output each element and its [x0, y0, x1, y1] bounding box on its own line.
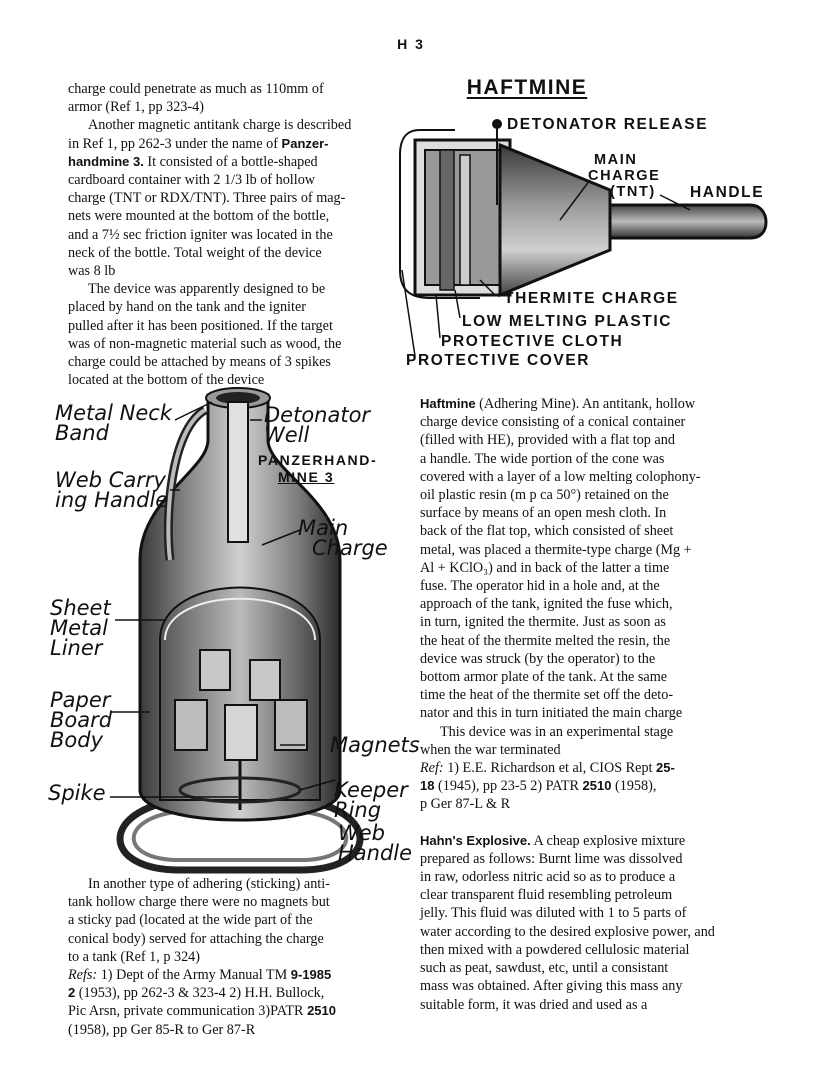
- text-line: time the heat of the thermite set off the deto-: [420, 687, 674, 704]
- text-line: tank hollow charge there were no magnets but: [68, 894, 330, 911]
- text-line: the heat of the thermite melted the resin, the: [420, 632, 671, 649]
- text-line: conical body) served for attaching the charge: [68, 930, 324, 947]
- keeper-ring-label: Keeper Ring: [334, 778, 408, 822]
- text-line: and a 7½ sec friction igniter was located in the: [68, 226, 333, 243]
- text-line: when the war terminated: [420, 741, 561, 758]
- right-column-text: [420, 395, 765, 1014]
- text-line: a handle. The wide portion of the cone was: [420, 450, 665, 467]
- text-line: armor (Ref 1, pp 323-4): [68, 99, 204, 116]
- text-line: Ref: 1) E.E. Richardson et al, CIOS Rept 25-: [420, 760, 675, 777]
- text-line: (filled with HE), provided with a flat top and: [420, 432, 675, 449]
- text-line: Refs: 1) Dept of the Army Manual TM 9-1985: [68, 967, 332, 984]
- text-line: nator and this in turn initiated the main charge: [420, 705, 683, 722]
- text-line: was 8 lb: [68, 263, 116, 280]
- text-line: was of non-magnetic material such as wood, the: [68, 335, 342, 352]
- text-line: Hahn's Explosive. A cheap explosive mixture: [420, 832, 686, 849]
- web-handle-label: Web Handle: [338, 821, 413, 865]
- sheet-metal-liner-label: Sheet Metal Liner: [50, 596, 111, 660]
- text-line: such as peat, sawdust, etc, until a consistant: [420, 960, 669, 977]
- haftmine-title: HAFTMINE: [466, 76, 588, 99]
- text-line: surface by means of an open mesh cloth. In: [420, 505, 667, 522]
- text-line: metal, was placed a thermite-type charge (Mg +: [420, 541, 692, 558]
- text-line: neck of the bottle. Total weight of the device: [68, 244, 322, 261]
- text-line: back of the flat top, which consisted of sheet: [420, 523, 674, 540]
- main-charge-tnt-label: MAIN CHARGE (TNT): [588, 152, 661, 200]
- web-carrying-handle-label: Web Carry ing Handle: [55, 468, 169, 512]
- text-line: device was struck (by the operator) to the: [420, 650, 656, 667]
- text-line: in turn, ignited the thermite. Just as soon as: [420, 614, 666, 631]
- text-line: clear transparent fluid resembling petroleum: [420, 887, 673, 904]
- text-line: charge (TNT or RDX/TNT). Three pairs of mag-: [68, 190, 346, 207]
- panzerhandmine-title: PANZERHAND- MINE 3: [258, 452, 378, 485]
- text-line: Pic Arsn, private communication 3)PATR 2510: [68, 1003, 336, 1020]
- text-line: pulled after it has been positioned. If the target: [68, 317, 333, 334]
- text-line: (1958), pp Ger 85-R to Ger 87-R: [68, 1021, 256, 1038]
- text-line: charge could penetrate as much as 110mm of: [68, 81, 324, 97]
- text-line: located at the bottom of the device: [68, 372, 265, 389]
- text-line: Haftmine (Adhering Mine). An antitank, hollow: [420, 396, 696, 412]
- text-line: oil plastic resin (m p ca 50°) retained on the: [420, 487, 669, 504]
- text-line: charge device consisting of a conical container: [420, 414, 686, 431]
- text-line: 2 (1953), pp 262-3 & 323-4 2) H.H. Bullock,: [68, 985, 325, 1002]
- protective-cover-label: PROTECTIVE COVER: [406, 352, 591, 369]
- protective-cloth-label: PROTECTIVE CLOTH: [441, 333, 624, 350]
- handle-label: HANDLE: [690, 184, 765, 201]
- text-line: nets were mounted at the bottom of the bottle,: [68, 208, 330, 225]
- text-line: covered with a layer of a low melting colophony-: [420, 468, 701, 485]
- low-melting-plastic-label: LOW MELTING PLASTIC: [462, 313, 673, 330]
- text-line: cardboard container with 2 1/3 lb of hollow: [68, 172, 316, 189]
- metal-neck-band-label: Metal Neck Band: [55, 401, 172, 445]
- text-line: charge could be attached by means of 3 spikes: [68, 354, 331, 371]
- text-line: fuse. The operator hid in a hole and, at the: [420, 578, 660, 595]
- text-line: 18 (1945), pp 23-5 2) PATR 2510 (1958),: [420, 778, 657, 795]
- text-line: bottom armor plate of the tank. At the same: [420, 669, 668, 686]
- paper-board-body-label: Paper Board Body: [50, 688, 113, 752]
- spike-label: Spike: [48, 781, 106, 805]
- text-line: a sticky pad (located at the wide part of the: [68, 912, 313, 929]
- text-line: suitable form, it was dried and used as a: [420, 996, 648, 1013]
- text-line: mass was obtained. After giving this mass any: [420, 978, 683, 995]
- text-line: p Ger 87-L & R: [420, 796, 511, 813]
- text-line: handmine 3. It consisted of a bottle-shaped: [68, 153, 318, 170]
- text-line: This device was in an experimental stage: [440, 723, 674, 740]
- main-charge-label: Main Charge: [298, 516, 388, 560]
- text-line: In another type of adhering (sticking) anti-: [88, 876, 330, 892]
- text-line: The device was apparently designed to be: [88, 281, 326, 298]
- detonator-release-label: DETONATOR RELEASE: [507, 116, 709, 133]
- text-line: to a tank (Ref 1, p 324): [68, 948, 200, 965]
- text-line: in Ref 1, pp 262-3 under the name of Panzer-: [68, 135, 329, 152]
- magnets-label: Magnets: [330, 733, 420, 757]
- text-line: water according to the desired explosive power, and: [420, 923, 715, 940]
- text-line: Another magnetic antitank charge is described: [88, 117, 352, 134]
- text-line: prepared as follows: Burnt lime was dissolved: [420, 850, 683, 867]
- detonator-well-label: Detonator Well: [264, 403, 371, 447]
- text-line: approach of the tank, ignited the fuse which,: [420, 596, 673, 613]
- spacer: [420, 814, 765, 832]
- text-line: Al + KClO₃) and in back of the latter a time: [420, 559, 670, 576]
- page-number: H 3: [397, 36, 425, 52]
- text-line: placed by hand on the tank and the igniter: [68, 299, 306, 316]
- text-line: then mixed with a powdered cellulosic material: [420, 941, 690, 958]
- text-line: jelly. This fluid was diluted with 1 to 5 parts of: [420, 905, 687, 922]
- text-line: in raw, odorless nitric acid so as to produce a: [420, 869, 676, 886]
- thermite-charge-label: THERMITE CHARGE: [504, 290, 679, 307]
